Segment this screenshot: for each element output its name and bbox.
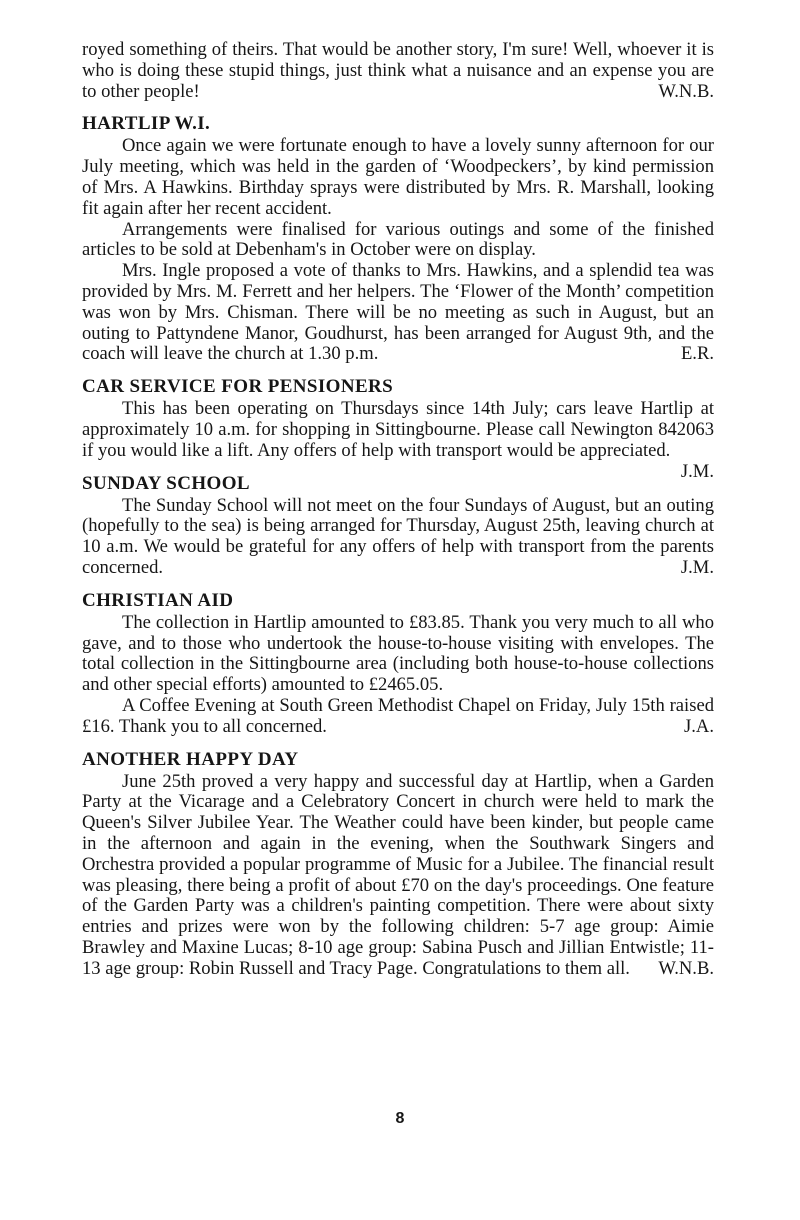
section-paragraph — [82, 496, 714, 579]
section-heading: ANOTHER HAPPY DAY — [82, 748, 299, 770]
page-number: 8 — [395, 1110, 405, 1127]
intro-text: royed something of theirs. That would be another story, I'm sure! Well, whoever it is who is doing these stupid things, just think what a nuisance and an expense you are to other people! — [82, 39, 714, 102]
paragraph-signature: J.M. — [680, 556, 714, 578]
section-paragraph — [82, 261, 714, 365]
section-another-happy-day — [82, 749, 714, 980]
paragraph-signature: J.M. — [680, 460, 714, 482]
section-christian-aid — [82, 590, 714, 738]
section-paragraph — [82, 398, 714, 482]
paragraph-text: The Sunday School will not meet on the four Sundays of August, but an outing (hopefully to the sea) is being arranged for Thursday, August 25th, leaving church at 10 a.m. We would be grateful for any offers of help with transport from the parents concerned. — [82, 494, 714, 578]
section-sunday-school — [82, 473, 714, 579]
intro-paragraph — [82, 40, 714, 102]
section-paragraph — [82, 613, 714, 696]
section-heading: HARTLIP W.I. — [82, 113, 211, 135]
paragraph-signature: E.R. — [680, 343, 714, 365]
section-heading: CAR SERVICE FOR PENSIONERS — [82, 376, 394, 398]
paragraph-text: June 25th proved a very happy and successful day at Hartlip, when a Garden Party at the Vicarage and a Celebratory Concert in church were held to mark the Queen's Silver Jubilee Year. The Weather could have been kinder, but people came in the afternoon and again in the evening, when the Southwark Singers and Orchestra provided a popular programme of Music for a Jubilee. The financial result was pleasing, there being a profit of about £70 on the day's proceedings. One feature of the Garden Party was a children's painting competition. There were about sixty entries and prizes were won by the following children: 5-7 age group: Aimie Brawley and Maxine Lucas; 8-10 age group: Sabina Pusch and Jillian Entwistle; 11-13 age group: Robin Russell and Tracy Page. Congratulations to them all. — [82, 770, 714, 979]
section-paragraph — [82, 696, 714, 738]
section-paragraph — [82, 136, 714, 219]
section-car-service — [82, 376, 714, 482]
intro-signature: W.N.B. — [658, 80, 714, 102]
paragraph-signature: J.A. — [684, 715, 714, 737]
paragraph-text: A Coffee Evening at South Green Methodist Chapel on Friday, July 15th raised £16. Thank you to all concerned. — [82, 694, 714, 737]
section-hartlip-wi — [82, 113, 714, 365]
paragraph-signature: W.N.B. — [658, 957, 714, 979]
paragraph-text: Arrangements were finalised for various outings and some of the finished articles to be sold at Debenham's in October were on display. — [82, 218, 714, 261]
section-heading: SUNDAY SCHOOL — [82, 472, 250, 494]
paragraph-text: Once again we were fortunate enough to have a lovely sunny afternoon for our July meeting, which was held in the garden of ‘Woodpeckers’, by kind permission of Mrs. A Hawkins. Birthday sprays were distributed by Mrs. R. Marshall, looking fit again after her recent accident. — [82, 135, 714, 219]
section-paragraph — [82, 772, 714, 980]
paragraph-text: This has been operating on Thursdays since 14th July; cars leave Hartlip at approximately 10 a.m. for shopping in Sittingbourne. Please call Newington 842063 if you would like a lift. Any offers of help with transport would be appreciated. — [82, 398, 714, 461]
paragraph-text: Mrs. Ingle proposed a vote of thanks to Mrs. Hawkins, and a splendid tea was provided by Mrs. M. Ferrett and her helpers. The ‘Flower of the Month’ competition was won by Mrs. Chisman. There will be no meeting as such in August, but an outing to Pattyndene Manor, Goudhurst, has been arranged for August 9th, and the coach will leave the church at 1.30 p.m. — [82, 260, 714, 365]
section-paragraph — [82, 220, 714, 262]
paragraph-text: The collection in Hartlip amounted to £83.85. Thank you very much to all who gave, and to those who undertook the house-to-house visiting with envelopes. The total collection in the Sittingbourne area (including both house-to-house collections and other special efforts) amounted to £2465.05. — [82, 611, 714, 696]
section-heading: CHRISTIAN AID — [82, 589, 234, 611]
